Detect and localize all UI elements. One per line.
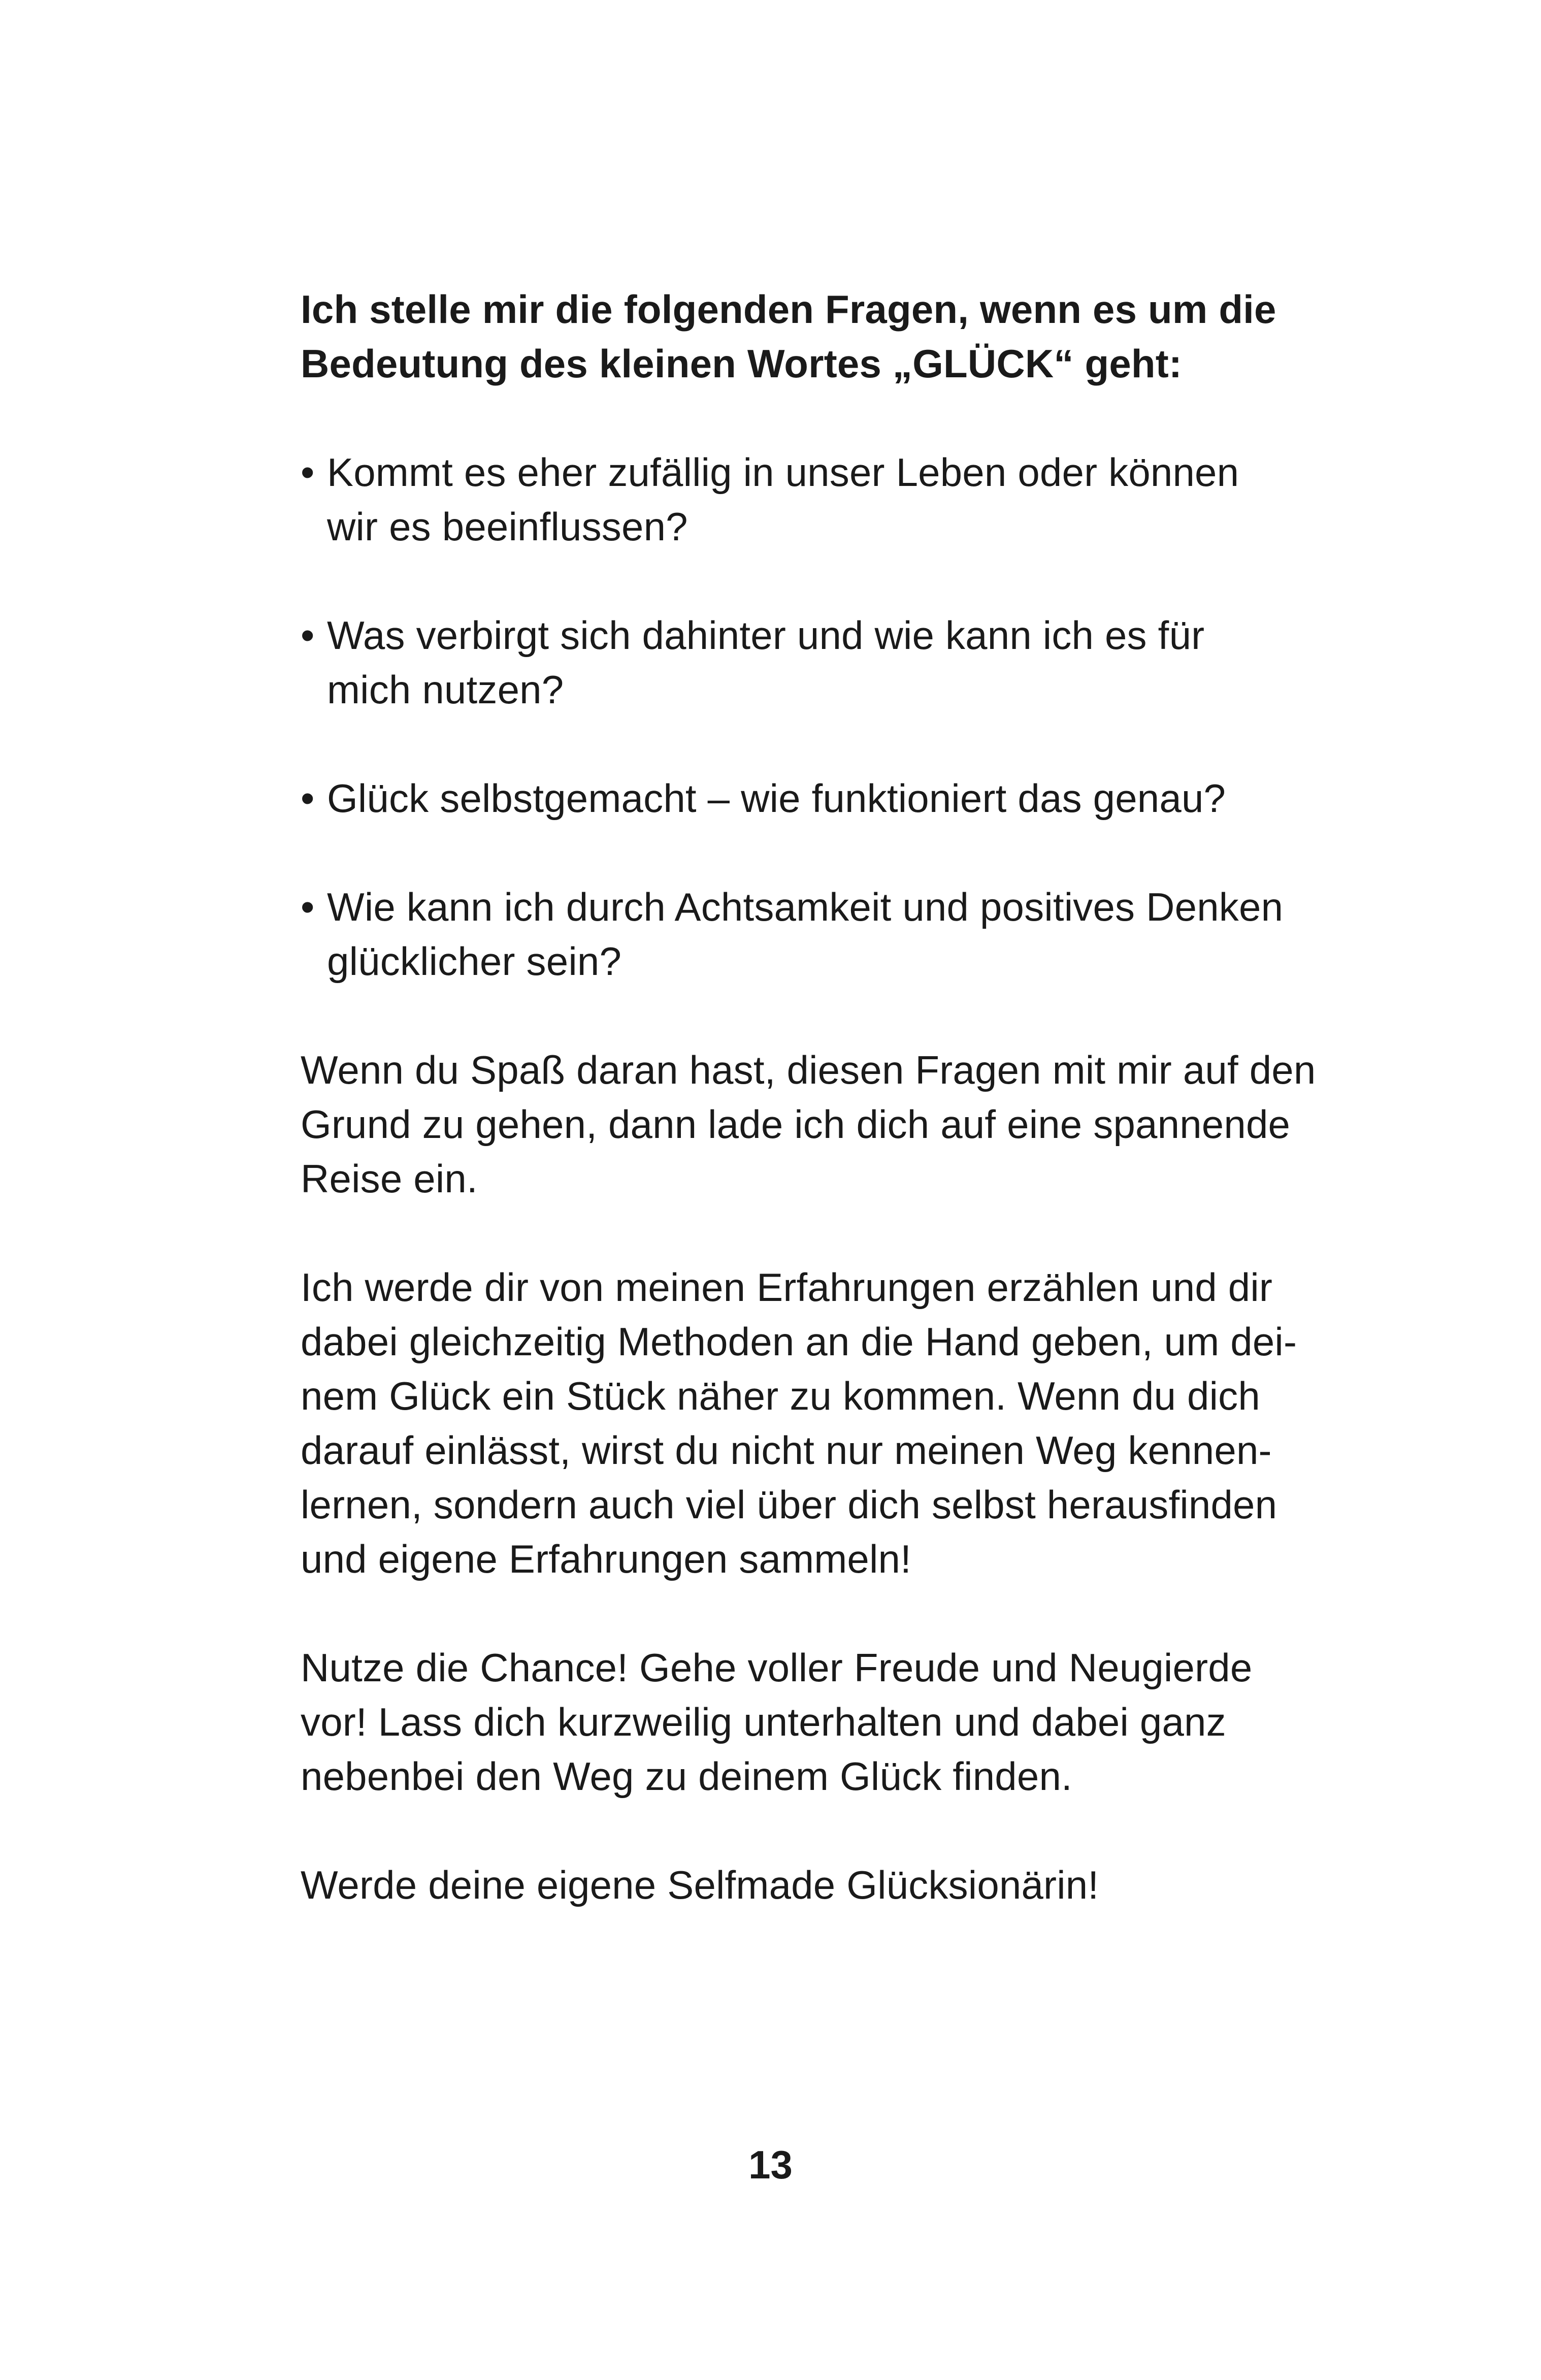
question-list [301, 445, 1316, 989]
paragraph-line: darauf einlässt, wirst du nicht nur meinen Weg kennen- [301, 1428, 1272, 1473]
body-text [301, 282, 1316, 1912]
intro-line: Bedeutung des kleinen Wortes „GLÜCK“ geht: [301, 341, 1183, 386]
paragraph-line: nem Glück ein Stück näher zu kommen. Wenn du dich [301, 1374, 1260, 1418]
bullet-icon: • [301, 450, 315, 495]
question-line: Glück selbstgemacht – wie funktioniert das genau? [327, 776, 1226, 821]
paragraph-line: Reise ein. [301, 1156, 478, 1201]
bullet-icon: • [301, 613, 315, 658]
question-line: Kommt es eher zufällig in unser Leben oder können [327, 450, 1239, 495]
bullet-icon: • [301, 885, 315, 929]
question-line: wir es beeinflussen? [327, 504, 688, 549]
question-line: mich nutzen? [327, 667, 564, 712]
bullet-icon: • [301, 776, 315, 821]
paragraph-line: und eigene Erfahrungen sammeln! [301, 1537, 911, 1581]
paragraph-line: Wenn du Spaß daran hast, diesen Fragen mit mir auf den [301, 1048, 1316, 1092]
paragraph-invitation [301, 1043, 1316, 1206]
paragraph-experiences [301, 1260, 1316, 1586]
question-line: glücklicher sein? [327, 939, 622, 984]
paragraph-line: Nutze die Chance! Gehe voller Freude und Neugierde [301, 1645, 1253, 1690]
intro-line: Ich stelle mir die folgenden Fragen, wenn es um die [301, 287, 1276, 332]
question-item [301, 608, 1316, 717]
question-item [301, 445, 1316, 554]
paragraph-line: Werde deine eigene Selfmade Glücksionärin! [301, 1863, 1099, 1907]
paragraph-line: vor! Lass dich kurzweilig unterhalten und dabei ganz [301, 1700, 1226, 1744]
paragraph-line: Grund zu gehen, dann lade ich dich auf eine spannende [301, 1102, 1291, 1147]
paragraph-line: dabei gleichzeitig Methoden an die Hand geben, um dei- [301, 1319, 1297, 1364]
page-number: 13 [748, 2142, 793, 2187]
question-item [301, 880, 1316, 989]
question-line: Wie kann ich durch Achtsamkeit und positives Denken [327, 885, 1284, 929]
paragraph-closing [301, 1858, 1316, 1912]
intro-heading [301, 282, 1316, 391]
question-item [301, 771, 1316, 826]
paragraph-line: lernen, sondern auch viel über dich selbst herausfinden [301, 1482, 1277, 1527]
paragraph-line: nebenbei den Weg zu deinem Glück finden. [301, 1754, 1072, 1799]
question-line: Was verbirgt sich dahinter und wie kann ich es für [327, 613, 1205, 658]
paragraph-line: Ich werde dir von meinen Erfahrungen erzählen und dir [301, 1265, 1273, 1310]
paragraph-chance [301, 1641, 1316, 1804]
